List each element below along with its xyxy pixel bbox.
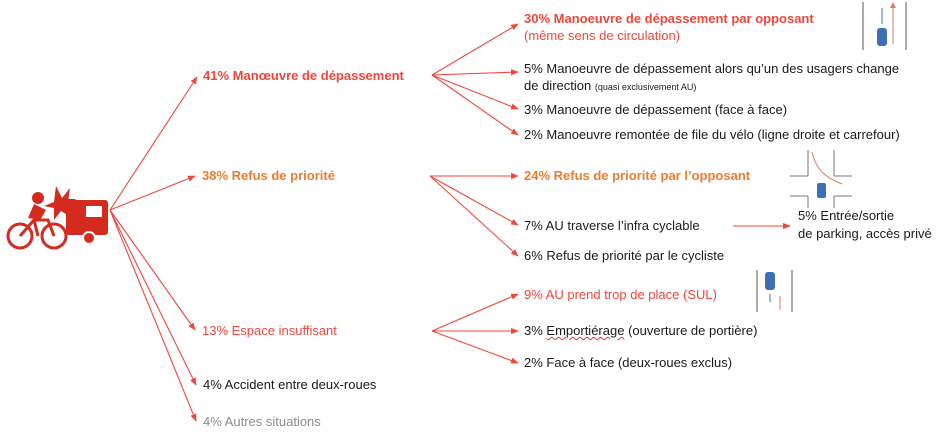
space-head-on: 2% Face à face (deux-roues exclus) xyxy=(524,355,733,370)
priority-opposing: 24% Refus de priorité par l’opposant xyxy=(524,168,751,183)
priority-crossing-cycle-infra: 7% AU traverse l’infra cyclable xyxy=(524,218,700,233)
cyclist-car-collision-icon xyxy=(8,186,108,248)
branch-priority: 38% Refus de priorité xyxy=(202,168,335,183)
overtaking-filtering: 2% Manoeuvre remontée de file du vélo (ligne droite et carrefour) xyxy=(524,127,900,142)
direction-change-text: de direction xyxy=(524,78,592,93)
overtaking-opposing: 30% Manoeuvre de dépassement par opposant xyxy=(524,11,814,26)
branch1-arrows xyxy=(432,24,518,135)
overtaking-opposing-sub: (même sens de circulation) xyxy=(524,28,681,43)
overtaking-road-icon xyxy=(858,0,908,50)
branch3-arrows xyxy=(432,294,518,363)
narrow-lane-icon xyxy=(757,270,792,312)
branch-other: 4% Autres situations xyxy=(203,414,321,429)
root-arrows xyxy=(110,77,197,421)
door-opening-prefix: 3% xyxy=(524,323,547,338)
priority-cyclist: 6% Refus de priorité par le cycliste xyxy=(524,248,725,263)
branch-overtaking: 41% Manœuvre de dépassement xyxy=(203,68,404,83)
parking-access-line2: de parking, accès privé xyxy=(798,226,932,241)
direction-change-note: (quasi exclusivement AU) xyxy=(594,82,697,92)
space-vehicle-too-wide: 9% AU prend trop de place (SUL) xyxy=(524,287,717,302)
branch-two-wheelers: 4% Accident entre deux-roues xyxy=(203,377,377,392)
door-opening-word: Emportiérage xyxy=(546,323,625,338)
branch-insufficient-space: 13% Espace insuffisant xyxy=(202,323,337,338)
space-door-opening xyxy=(524,323,757,339)
door-opening-suffix: (ouverture de portière) xyxy=(624,323,758,338)
overtaking-direction-change-line2 xyxy=(524,78,696,95)
overtaking-head-on: 3% Manoeuvre de dépassement (face à face) xyxy=(524,102,788,117)
branch2-arrows xyxy=(430,176,790,256)
intersection-priority-icon xyxy=(790,150,852,208)
overtaking-direction-change: 5% Manoeuvre de dépassement alors qu’un des usagers change xyxy=(524,61,900,76)
parking-access-line1: 5% Entrée/sortie xyxy=(798,208,895,223)
